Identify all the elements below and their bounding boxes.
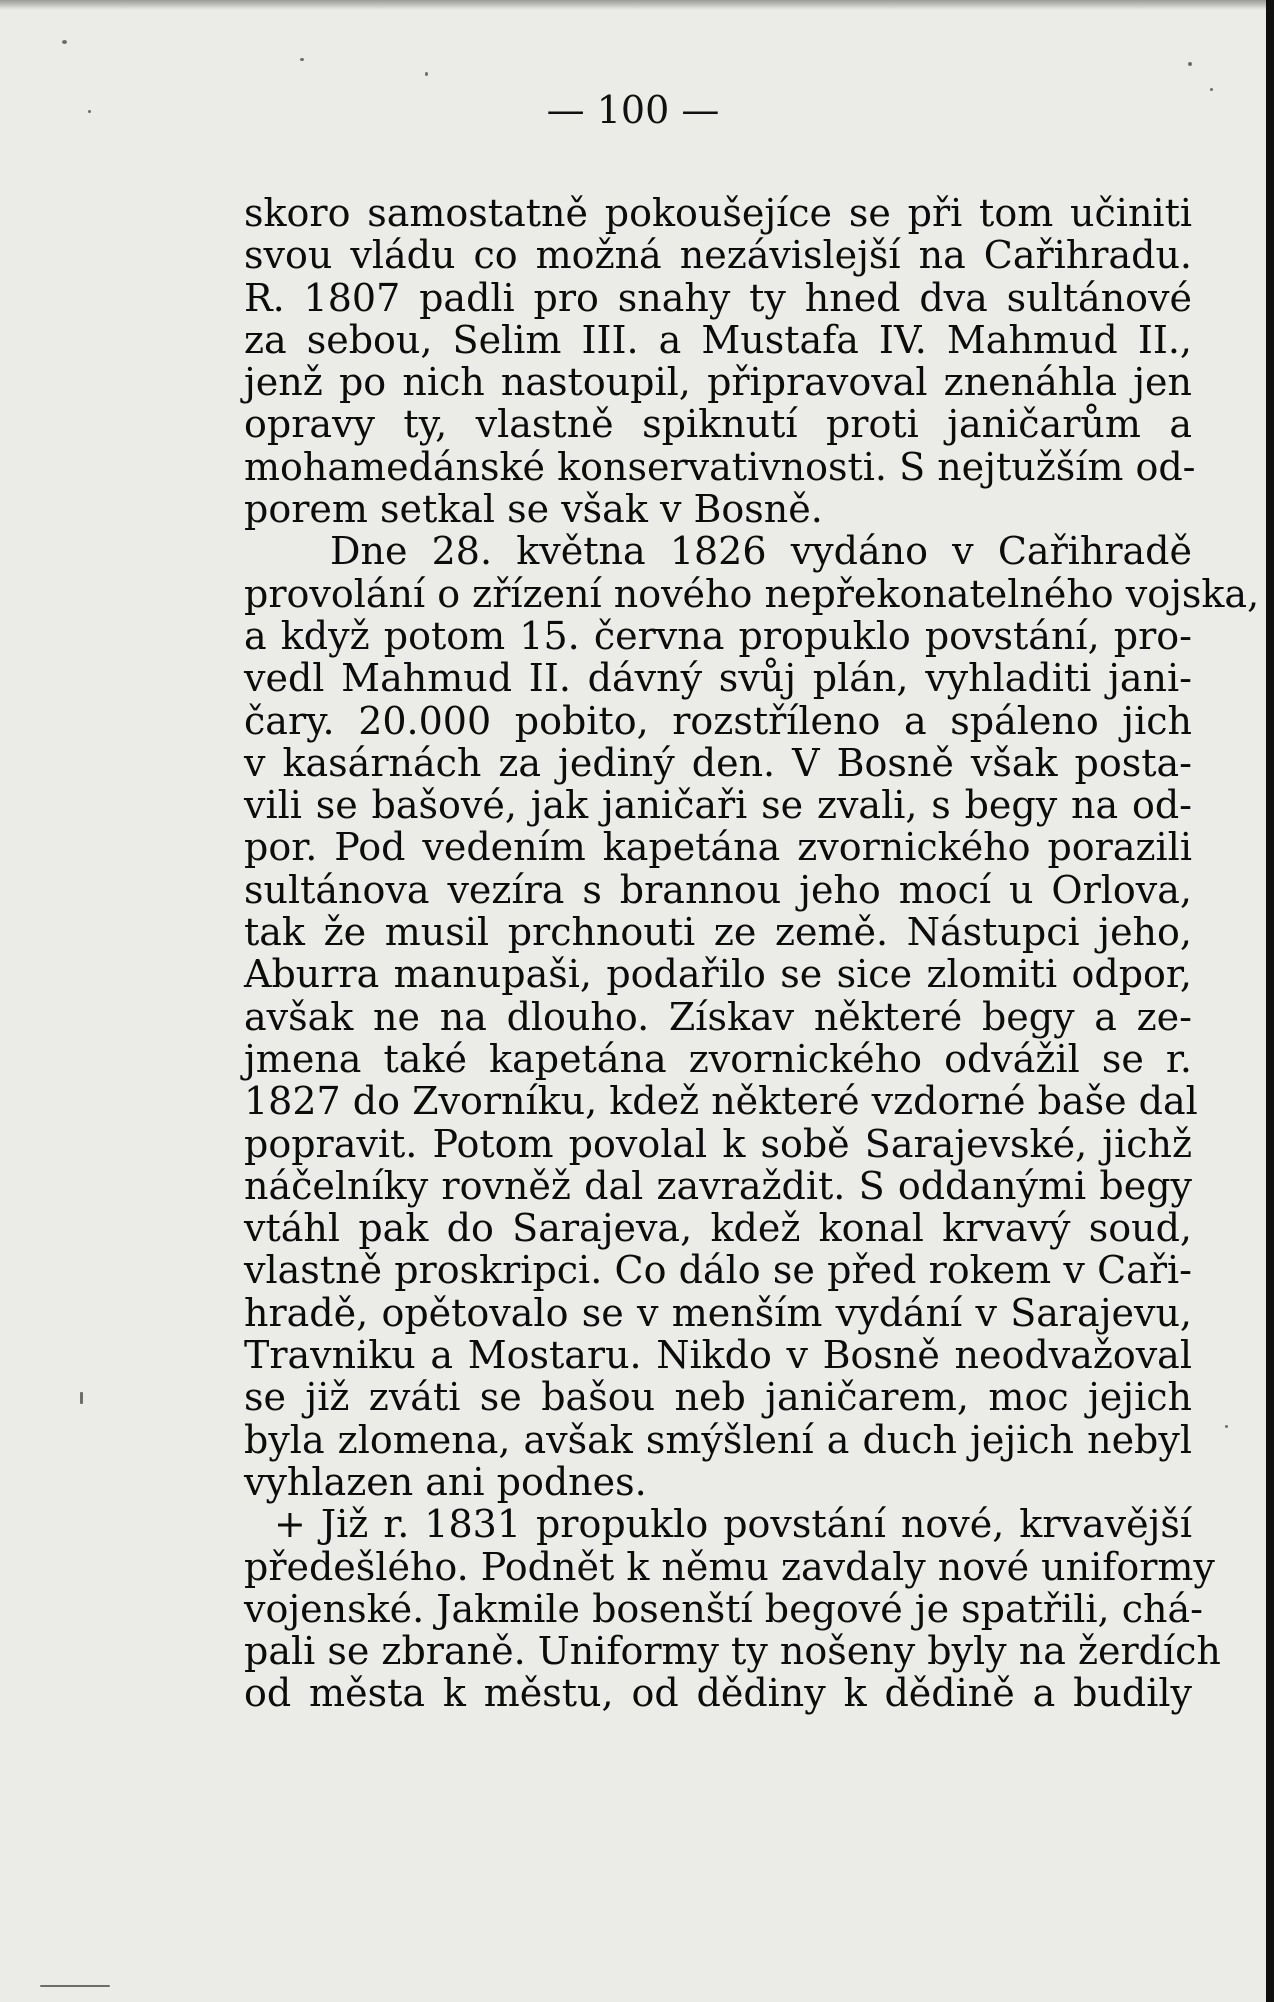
text-line: + Již r. 1831 propuklo povstání nové, krvavější: [274, 1502, 1192, 1547]
text-line: v kasárnách za jediný den. V Bosně však posta-: [244, 740, 1192, 785]
text-line: vyhlazen ani podnes.: [244, 1459, 647, 1504]
body-text: [244, 191, 1260, 1716]
text-line: vtáhl pak do Sarajeva, kdež konal krvavý soud,: [244, 1206, 1192, 1251]
text-line: od města k městu, od dědiny k dědině a budily: [244, 1671, 1192, 1716]
text-line: hradě, opětovalo se v menším vydání v Sarajevu,: [244, 1290, 1192, 1335]
page-top-shadow: [0, 0, 1266, 10]
text-line: mohamedánské konservativnosti. S nejtužším od-: [244, 444, 1196, 489]
text-line: vedl Mahmud II. dávný svůj plán, vyhladiti jani-: [244, 656, 1192, 701]
scan-speck: [40, 1985, 110, 1987]
text-line: skoro samostatně pokoušejíce se při tom učiniti: [244, 191, 1192, 235]
text-line: sultánova vezíra s brannou jeho mocí u Orlova,: [244, 867, 1192, 912]
text-line: jenž po nich nastoupil, připravoval znenáhla jen: [244, 360, 1192, 405]
page-number: — 100 —: [546, 88, 720, 132]
text-line: vlastně proskripci. Co dálo se před rokem v Caři-: [244, 1248, 1192, 1293]
scan-speck: [80, 1392, 83, 1404]
text-line: Aburra manupaši, podařilo se sice zlomiti odpor,: [244, 952, 1192, 997]
page-right-edge: [1266, 0, 1274, 2002]
text-line: por. Pod vedením kapetána zvornického porazili: [244, 825, 1192, 870]
text-line: se již zváti se bašou neb janičarem, moc jejich: [244, 1375, 1192, 1420]
text-line: tak že musil prchnouti ze země. Nástupci jeho,: [244, 910, 1192, 955]
text-line: popravit. Potom povolal k sobě Sarajevské, jichž: [244, 1121, 1192, 1166]
text-line: za sebou, Selim III. a Mustafa IV. Mahmud II.,: [244, 317, 1192, 362]
text-line: 1827 do Zvorníku, kdež některé vzdorné baše dal: [244, 1079, 1198, 1124]
text-line: Dne 28. května 1826 vydáno v Cařihradě: [330, 529, 1192, 574]
text-line: byla zlomena, avšak smýšlení a duch jejich nebyl: [244, 1417, 1192, 1462]
text-line: jmena také kapetána zvornického odvážil se r.: [244, 1036, 1192, 1081]
text-line: vojenské. Jakmile bosenští begové je spatřili, chá-: [244, 1586, 1203, 1631]
text-line: R. 1807 padli pro snahy ty hned dva sultánové: [244, 275, 1192, 320]
text-line: čary. 20.000 pobito, rozstříleno a spáleno jich: [244, 698, 1192, 743]
text-line: předešlého. Podnět k němu zavdaly nové uniformy: [244, 1544, 1215, 1589]
text-line: opravy ty, vlastně spiknutí proti janičarům a: [244, 402, 1192, 447]
text-line: Travniku a Mostaru. Nikdo v Bosně neodvažoval: [244, 1333, 1192, 1378]
text-line: svou vládu co možná nezávislejší na Cařihradu.: [244, 233, 1192, 278]
scan-speck: [300, 58, 304, 61]
text-line: náčelníky rovněž dal zavraždit. S oddanými begy: [244, 1163, 1192, 1208]
text-line: pali se zbraně. Uniformy ty nošeny byly na žerdích: [244, 1629, 1221, 1674]
scan-speck: [425, 72, 428, 76]
text-line: porem setkal se však v Bosně.: [244, 487, 823, 532]
scan-speck: [1188, 62, 1192, 66]
scan-speck: [1225, 1425, 1228, 1428]
text-line: provolání o zřízení nového nepřekonatelného vojska,: [244, 571, 1260, 616]
text-line: a když potom 15. června propuklo povstání, pro-: [244, 613, 1192, 658]
text-line: avšak ne na dlouho. Získav některé begy a ze-: [244, 994, 1192, 1039]
text-line: vili se bašové, jak janičaři se zvali, s begy na od-: [244, 783, 1192, 828]
scan-speck: [62, 40, 67, 44]
